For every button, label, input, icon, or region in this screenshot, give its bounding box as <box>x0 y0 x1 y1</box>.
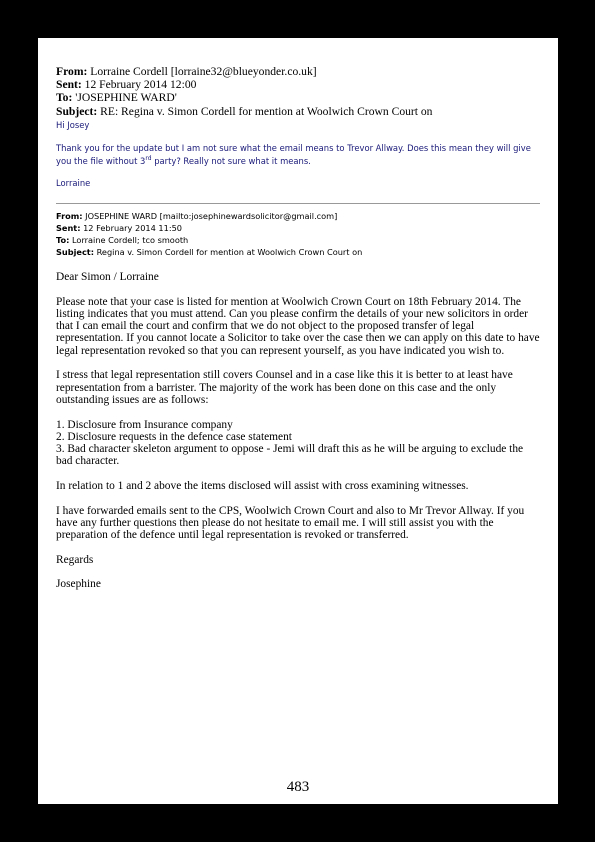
reply-text-part1: Thank you for the update but I am not sure what the email means to Trevor Allway. Does this mean they will give you the file without 3 <box>56 143 531 166</box>
list-item: 3. Bad character skeleton argument to oppose - Jemi will draft this as he will be arguing to exclude the bad character. <box>56 443 524 468</box>
to-label: To: <box>56 91 73 105</box>
salutation: Dear Simon / Lorraine <box>56 271 159 283</box>
sent-value-2: 12 February 2014 11:50 <box>83 222 183 233</box>
sent-label: Sent: <box>56 78 82 92</box>
from-value-2: JOSEPHINE WARD [mailto:josephinewardsolicitor@gmail.com] <box>85 211 338 221</box>
from-line <box>56 65 546 78</box>
from-value: Lorraine Cordell [lorraine32@blueyonder.co.uk] <box>90 65 317 78</box>
to-label-2: To: <box>56 234 70 245</box>
from-label: From: <box>56 65 88 78</box>
subject-value-2: Regina v. Simon Cordell for mention at Woolwich Crown Court on <box>96 246 363 257</box>
paragraph-3: In relation to 1 and 2 above the items disclosed will assist with cross examining witnesses. <box>56 480 469 493</box>
closing: Regards <box>56 553 94 566</box>
from-label-2: From: <box>56 211 83 221</box>
divider <box>56 203 540 204</box>
list-item: 1. Disclosure from Insurance company <box>56 418 233 431</box>
reply-greeting: Hi Josey <box>56 120 90 130</box>
reply-text-part2: party? Really not sure what it means. <box>151 155 311 166</box>
email-header-outer <box>56 65 546 118</box>
subject-label: Subject: <box>56 104 98 118</box>
subject-label-2: Subject: <box>56 246 94 257</box>
to-line <box>56 91 546 104</box>
signoff: Josephine <box>56 578 101 591</box>
issues-list <box>56 419 540 468</box>
sent-line <box>56 78 546 91</box>
list-item: 2. Disclosure requests in the defence case statement <box>56 430 292 443</box>
email-header-inner <box>56 211 546 259</box>
paragraph-4: I have forwarded emails sent to the CPS, Woolwich Crown Court and also to Mr Trevor Allway. If you have any further questions then please do not hesitate to email me. I will still assist you with the preparation of the defence until legal representation is revoked or transferred. <box>56 504 525 542</box>
to-value-2: Lorraine Cordell; tco smooth <box>72 234 189 245</box>
reply-signature: Lorraine <box>56 178 91 188</box>
document-page <box>38 38 558 804</box>
subject-value: RE: Regina v. Simon Cordell for mention at Woolwich Crown Court on <box>100 104 433 118</box>
reply-text <box>56 142 534 167</box>
subject-line <box>56 105 546 118</box>
to-line-2 <box>56 235 546 247</box>
page-number: 483 <box>286 779 310 795</box>
sent-label-2: Sent: <box>56 222 81 233</box>
paragraph-1: Please note that your case is listed for mention at Woolwich Crown Court on 18th February 2014. The listing indicates that you must attend. Can you please confirm the details of your new solicitors in order that I can email the court and confirm that we do not object to the proposed transfer of legal representation. If you cannot locate a Solicitor to take over the case then we can apply on this date to have legal representation revoked so that you can represent yourself, as you have indicated you wish to. <box>56 295 540 357</box>
paragraph-2: I stress that legal representation still covers Counsel and in a case like this it is better to at least have representation from a barrister. The majority of the work has been done on this case and the only outstanding issues are as follows: <box>56 369 513 406</box>
reply-superscript: rd <box>145 154 152 162</box>
email-body <box>56 271 540 603</box>
to-value: 'JOSEPHINE WARD' <box>75 91 177 105</box>
sent-value: 12 February 2014 12:00 <box>84 78 197 92</box>
sent-line-2 <box>56 223 546 235</box>
from-line-2 <box>56 211 546 223</box>
subject-line-2 <box>56 247 546 259</box>
